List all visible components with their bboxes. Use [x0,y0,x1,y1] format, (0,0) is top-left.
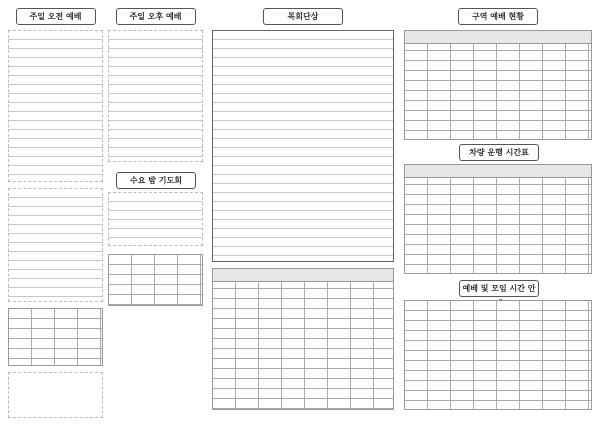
sermon-block [8,188,103,302]
wednesday-prayer-title: 수요 밤 기도회 [116,172,196,189]
wednesday-prayer-block [108,192,203,246]
order-of-service-block [8,30,103,182]
vehicle-schedule-header [405,165,591,178]
pastoral-column-title: 목회단상 [263,8,343,25]
afternoon-order-block [108,30,203,162]
cell-group-table-header [405,31,591,44]
pastoral-column-text [212,30,394,262]
wednesday-schedule-table [108,254,203,306]
column-afternoon-service [108,8,203,416]
cell-group-table [404,30,592,140]
worship-staff-table [8,308,103,366]
column-status [404,8,592,416]
offering-table [212,268,394,410]
afternoon-service-title: 주일 오후 예배 [116,8,196,25]
cell-group-title: 구역 예배 현황 [458,8,538,25]
meeting-times-table [404,300,592,410]
column-pastoral-column [212,8,394,416]
morning-service-title: 주일 오전 예배 [16,8,96,25]
notice-box [8,372,103,418]
offering-table-header [213,269,393,282]
column-morning-service [8,8,103,416]
meeting-times-title: 예배 및 모임 시간 안 [459,280,539,297]
vehicle-schedule-title: 차량 운행 시간표 [459,144,539,161]
vehicle-schedule-table [404,164,592,274]
